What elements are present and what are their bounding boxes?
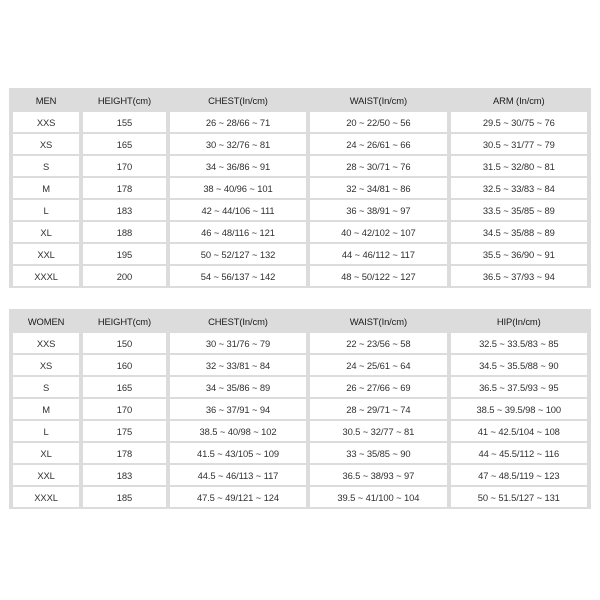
table-row (13, 244, 587, 264)
size-cell: XXXL (13, 487, 79, 507)
height-cell: 170 (83, 399, 166, 419)
waist-cell: 39.5 ~ 41/100 ~ 104 (310, 487, 446, 507)
size-cell: XXXL (13, 266, 79, 286)
table-row (13, 178, 587, 198)
waist-cell: 44 ~ 46/112 ~ 117 (310, 244, 446, 264)
size-cell: M (13, 178, 79, 198)
size-cell: M (13, 399, 79, 419)
waist-cell: 22 ~ 23/56 ~ 58 (310, 333, 446, 353)
chest-cell: 44.5 ~ 46/113 ~ 117 (170, 465, 306, 485)
height-cell: 178 (83, 443, 166, 463)
women-hip-header: HIP(In/cm) (451, 311, 587, 331)
chest-cell: 47.5 ~ 49/121 ~ 124 (170, 487, 306, 507)
size-cell: XXS (13, 112, 79, 132)
waist-cell: 48 ~ 50/122 ~ 127 (310, 266, 446, 286)
size-cell: XS (13, 355, 79, 375)
height-cell: 165 (83, 134, 166, 154)
men-table-header (13, 90, 587, 110)
size-cell: L (13, 200, 79, 220)
arm-cell: 31.5 ~ 32/80 ~ 81 (451, 156, 587, 176)
height-cell: 188 (83, 222, 166, 242)
men-size-header: MEN (13, 90, 79, 110)
chest-cell: 38 ~ 40/96 ~ 101 (170, 178, 306, 198)
chest-cell: 30 ~ 31/76 ~ 79 (170, 333, 306, 353)
header-row (13, 311, 587, 331)
height-cell: 170 (83, 156, 166, 176)
size-cell: XXS (13, 333, 79, 353)
women-height-header: HEIGHT(cm) (83, 311, 166, 331)
women-waist-header: WAIST(In/cm) (310, 311, 446, 331)
hip-cell: 36.5 ~ 37.5/93 ~ 95 (451, 377, 587, 397)
table-row (13, 421, 587, 441)
height-cell: 165 (83, 377, 166, 397)
chest-cell: 38.5 ~ 40/98 ~ 102 (170, 421, 306, 441)
chest-cell: 26 ~ 28/66 ~ 71 (170, 112, 306, 132)
waist-cell: 30.5 ~ 32/77 ~ 81 (310, 421, 446, 441)
hip-cell: 38.5 ~ 39.5/98 ~ 100 (451, 399, 587, 419)
table-row (13, 355, 587, 375)
arm-cell: 35.5 ~ 36/90 ~ 91 (451, 244, 587, 264)
size-cell: XL (13, 222, 79, 242)
waist-cell: 20 ~ 22/50 ~ 56 (310, 112, 446, 132)
table-row (13, 266, 587, 286)
size-cell: XL (13, 443, 79, 463)
waist-cell: 26 ~ 27/66 ~ 69 (310, 377, 446, 397)
hip-cell: 32.5 ~ 33.5/83 ~ 85 (451, 333, 587, 353)
men-chest-header: CHEST(In/cm) (170, 90, 306, 110)
arm-cell: 29.5 ~ 30/75 ~ 76 (451, 112, 587, 132)
chest-cell: 30 ~ 32/76 ~ 81 (170, 134, 306, 154)
women-size-header: WOMEN (13, 311, 79, 331)
size-cell: L (13, 421, 79, 441)
waist-cell: 40 ~ 42/102 ~ 107 (310, 222, 446, 242)
chest-cell: 34 ~ 35/86 ~ 89 (170, 377, 306, 397)
women-table-body (13, 333, 587, 507)
height-cell: 185 (83, 487, 166, 507)
table-row (13, 112, 587, 132)
table-row (13, 399, 587, 419)
hip-cell: 34.5 ~ 35.5/88 ~ 90 (451, 355, 587, 375)
height-cell: 200 (83, 266, 166, 286)
table-row (13, 487, 587, 507)
table-row (13, 156, 587, 176)
hip-cell: 44 ~ 45.5/112 ~ 116 (451, 443, 587, 463)
hip-cell: 50 ~ 51.5/127 ~ 131 (451, 487, 587, 507)
waist-cell: 24 ~ 26/61 ~ 66 (310, 134, 446, 154)
table-row (13, 222, 587, 242)
header-row (13, 90, 587, 110)
height-cell: 195 (83, 244, 166, 264)
arm-cell: 33.5 ~ 35/85 ~ 89 (451, 200, 587, 220)
chest-cell: 41.5 ~ 43/105 ~ 109 (170, 443, 306, 463)
chest-cell: 32 ~ 33/81 ~ 84 (170, 355, 306, 375)
height-cell: 150 (83, 333, 166, 353)
size-cell: S (13, 156, 79, 176)
men-waist-header: WAIST(In/cm) (310, 90, 446, 110)
size-cell: XXL (13, 465, 79, 485)
height-cell: 160 (83, 355, 166, 375)
men-table-body (13, 112, 587, 286)
waist-cell: 32 ~ 34/81 ~ 86 (310, 178, 446, 198)
size-cell: S (13, 377, 79, 397)
hip-cell: 47 ~ 48.5/119 ~ 123 (451, 465, 587, 485)
women-size-table (9, 309, 591, 509)
arm-cell: 32.5 ~ 33/83 ~ 84 (451, 178, 587, 198)
waist-cell: 24 ~ 25/61 ~ 64 (310, 355, 446, 375)
height-cell: 155 (83, 112, 166, 132)
table-row (13, 443, 587, 463)
women-chest-header: CHEST(In/cm) (170, 311, 306, 331)
hip-cell: 41 ~ 42.5/104 ~ 108 (451, 421, 587, 441)
height-cell: 178 (83, 178, 166, 198)
women-table-header (13, 311, 587, 331)
chest-cell: 42 ~ 44/106 ~ 111 (170, 200, 306, 220)
table-row (13, 465, 587, 485)
table-row (13, 333, 587, 353)
waist-cell: 36 ~ 38/91 ~ 97 (310, 200, 446, 220)
table-row (13, 200, 587, 220)
height-cell: 175 (83, 421, 166, 441)
waist-cell: 33 ~ 35/85 ~ 90 (310, 443, 446, 463)
arm-cell: 30.5 ~ 31/77 ~ 79 (451, 134, 587, 154)
waist-cell: 28 ~ 29/71 ~ 74 (310, 399, 446, 419)
chest-cell: 34 ~ 36/86 ~ 91 (170, 156, 306, 176)
size-cell: XXL (13, 244, 79, 264)
men-arm-header: ARM (In/cm) (451, 90, 587, 110)
men-size-table (9, 88, 591, 288)
height-cell: 183 (83, 465, 166, 485)
chest-cell: 54 ~ 56/137 ~ 142 (170, 266, 306, 286)
table-row (13, 377, 587, 397)
men-height-header: HEIGHT(cm) (83, 90, 166, 110)
height-cell: 183 (83, 200, 166, 220)
chest-cell: 50 ~ 52/127 ~ 132 (170, 244, 306, 264)
chest-cell: 46 ~ 48/116 ~ 121 (170, 222, 306, 242)
chest-cell: 36 ~ 37/91 ~ 94 (170, 399, 306, 419)
waist-cell: 36.5 ~ 38/93 ~ 97 (310, 465, 446, 485)
table-row (13, 134, 587, 154)
arm-cell: 36.5 ~ 37/93 ~ 94 (451, 266, 587, 286)
arm-cell: 34.5 ~ 35/88 ~ 89 (451, 222, 587, 242)
waist-cell: 28 ~ 30/71 ~ 76 (310, 156, 446, 176)
size-cell: XS (13, 134, 79, 154)
